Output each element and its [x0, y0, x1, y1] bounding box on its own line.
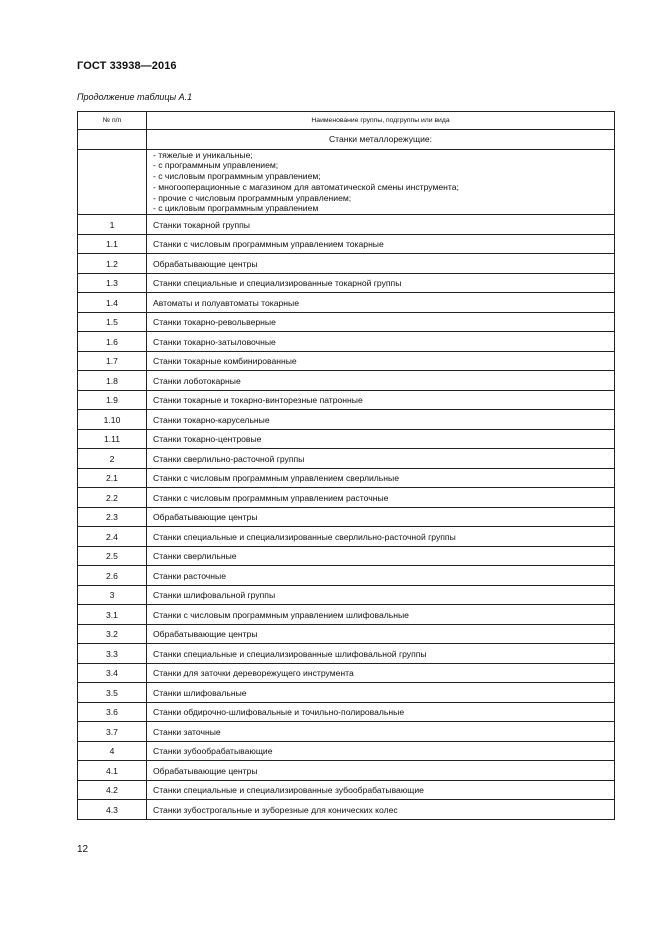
classification-table — [77, 111, 615, 820]
type-item: - многооперационные с магазином для автоматической смены инструмента; — [153, 181, 459, 192]
table-row — [78, 605, 615, 625]
group-name: Станки шлифовальной группы — [147, 585, 615, 605]
row-number: 1 — [78, 215, 147, 235]
row-number: 3 — [78, 585, 147, 605]
types-cell — [147, 149, 615, 215]
row-number: 1.2 — [78, 254, 147, 274]
table-row — [78, 663, 615, 683]
row-number: 1.10 — [78, 410, 147, 430]
row-name: Обрабатывающие центры — [147, 254, 615, 274]
table-row — [78, 644, 615, 664]
row-name: Станки обдирочно-шлифовальные и точильно-полировальные — [147, 702, 615, 722]
row-number: 1.3 — [78, 273, 147, 293]
table-header-row — [78, 112, 615, 130]
types-row — [78, 149, 615, 215]
row-number: 3.6 — [78, 702, 147, 722]
table-row — [78, 351, 615, 371]
row-name: Станки токарные и токарно-винторезные патронные — [147, 390, 615, 410]
row-name: Станки токарно-затыловочные — [147, 332, 615, 352]
row-name: Станки токарные комбинированные — [147, 351, 615, 371]
row-name: Станки расточные — [147, 566, 615, 586]
table-row — [78, 273, 615, 293]
row-number: 1.4 — [78, 293, 147, 313]
row-number: 3.3 — [78, 644, 147, 664]
row-number: 1.9 — [78, 390, 147, 410]
table-row — [78, 234, 615, 254]
page-number: 12 — [77, 844, 89, 855]
table-row — [78, 254, 615, 274]
row-name: Обрабатывающие центры — [147, 624, 615, 644]
row-name: Станки заточные — [147, 722, 615, 742]
row-number: 3.5 — [78, 683, 147, 703]
row-number: 3.2 — [78, 624, 147, 644]
row-name: Станки специальные и специализированные шлифовальной группы — [147, 644, 615, 664]
group-name: Станки зубообрабатывающие — [147, 741, 615, 761]
row-number: 4.3 — [78, 800, 147, 820]
table-row — [78, 800, 615, 820]
row-name: Станки с числовым программным управлением токарные — [147, 234, 615, 254]
types-number-cell — [78, 149, 147, 215]
table-row — [78, 312, 615, 332]
row-name: Станки с числовым программным управлением расточные — [147, 488, 615, 508]
group-row — [78, 741, 615, 761]
row-number: 2.1 — [78, 468, 147, 488]
table-row — [78, 332, 615, 352]
table-row — [78, 780, 615, 800]
row-name: Станки токарно-карусельные — [147, 410, 615, 430]
group-name: Станки токарной группы — [147, 215, 615, 235]
table-row — [78, 761, 615, 781]
table-row — [78, 683, 615, 703]
row-name: Автоматы и полуавтоматы токарные — [147, 293, 615, 313]
row-number: 4.1 — [78, 761, 147, 781]
row-name: Станки для заточки дереворежущего инструмента — [147, 663, 615, 683]
table-row — [78, 488, 615, 508]
table-row — [78, 390, 615, 410]
row-name: Станки сверлильные — [147, 546, 615, 566]
row-name: Станки зубострогальные и зуборезные для конических колес — [147, 800, 615, 820]
row-number: 4 — [78, 741, 147, 761]
row-number: 1.11 — [78, 429, 147, 449]
row-name: Станки специальные и специализированные зубообрабатывающие — [147, 780, 615, 800]
row-number: 2.6 — [78, 566, 147, 586]
table-caption: Продолжение таблицы А.1 — [77, 92, 193, 102]
table-row — [78, 429, 615, 449]
row-name: Станки токарно-центровые — [147, 429, 615, 449]
table-row — [78, 371, 615, 391]
row-number: 2.2 — [78, 488, 147, 508]
group-row — [78, 449, 615, 469]
table-row — [78, 702, 615, 722]
table-row — [78, 624, 615, 644]
row-number: 3.7 — [78, 722, 147, 742]
type-item: - с числовым программным управлением; — [153, 171, 321, 182]
row-number: 1.7 — [78, 351, 147, 371]
row-number: 2 — [78, 449, 147, 469]
row-name: Обрабатывающие центры — [147, 507, 615, 527]
row-number: 1.1 — [78, 234, 147, 254]
column-header-name: Наименование группы, подгруппы или вида — [147, 112, 615, 130]
group-row — [78, 215, 615, 235]
section-title-number-cell — [78, 130, 147, 150]
group-row — [78, 585, 615, 605]
section-title: Станки металлорежущие: — [147, 130, 615, 150]
table-row — [78, 546, 615, 566]
row-name: Обрабатывающие центры — [147, 761, 615, 781]
row-name: Станки специальные и специализированные сверлильно-расточной группы — [147, 527, 615, 547]
table-row — [78, 468, 615, 488]
row-number: 1.5 — [78, 312, 147, 332]
row-name: Станки специальные и специализированные токарной группы — [147, 273, 615, 293]
type-item: - с цикловым программным управлением — [153, 203, 319, 214]
row-name: Станки с числовым программным управлением сверлильные — [147, 468, 615, 488]
row-number: 1.6 — [78, 332, 147, 352]
table-row — [78, 527, 615, 547]
row-name: Станки токарно-револьверные — [147, 312, 615, 332]
table-body — [78, 130, 615, 820]
row-number: 3.1 — [78, 605, 147, 625]
row-number: 4.2 — [78, 780, 147, 800]
table-row — [78, 507, 615, 527]
row-number: 2.3 — [78, 507, 147, 527]
row-number: 3.4 — [78, 663, 147, 683]
document-code: ГОСТ 33938—2016 — [77, 60, 177, 72]
row-number: 2.5 — [78, 546, 147, 566]
row-number: 2.4 — [78, 527, 147, 547]
table-row — [78, 722, 615, 742]
row-name: Станки лоботокарные — [147, 371, 615, 391]
row-number: 1.8 — [78, 371, 147, 391]
table-row — [78, 410, 615, 430]
table-row — [78, 293, 615, 313]
column-header-number: № п/п — [78, 112, 147, 130]
type-item: - с программным управлением; — [153, 160, 279, 171]
type-item: - тяжелые и уникальные; — [153, 149, 253, 160]
row-name: Станки шлифовальные — [147, 683, 615, 703]
row-name: Станки с числовым программным управлением шлифовальные — [147, 605, 615, 625]
group-name: Станки сверлильно-расточной группы — [147, 449, 615, 469]
table-row — [78, 566, 615, 586]
type-item: - прочие с числовым программным управлением; — [153, 192, 352, 203]
section-title-row — [78, 130, 615, 150]
